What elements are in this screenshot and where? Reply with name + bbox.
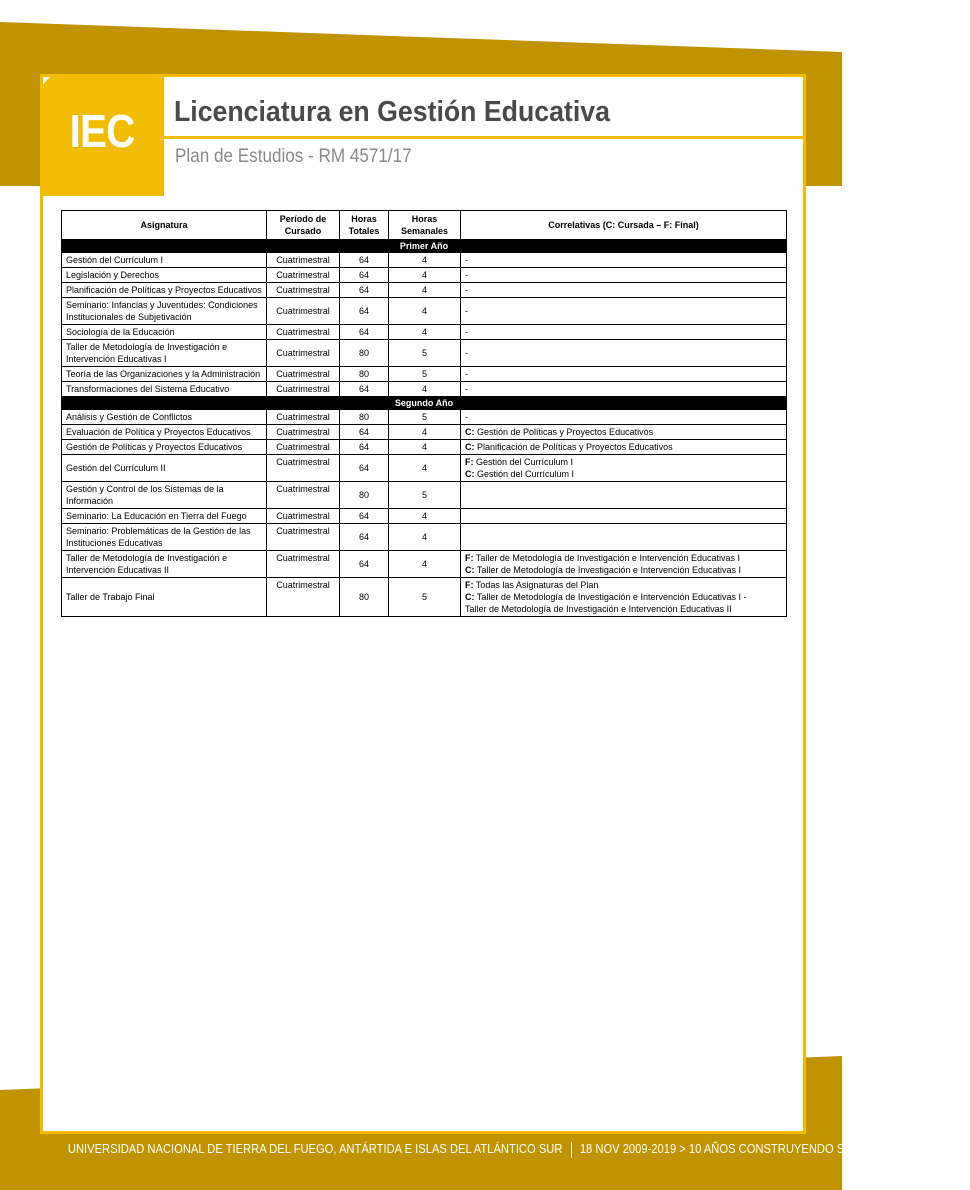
cell-asignatura: Legislación y Derechos [62, 268, 267, 283]
cell-horas-semanales: 4 [389, 253, 461, 268]
correlativa-line [465, 326, 782, 338]
correlativa-text: - [465, 348, 468, 358]
footer-anniversary: 18 NOV 2009-2019 > 10 AÑOS CONSTRUYENDO SOBERANÍA [579, 1141, 903, 1156]
cell-correlativas [461, 482, 787, 509]
correlativa-text: - [465, 285, 468, 295]
cell-horas-semanales: 4 [389, 440, 461, 455]
correlativa-text: Taller de Metodología de Investigación e Intervención Educativas II [465, 604, 732, 614]
correlativa-text: - [465, 412, 468, 422]
cell-horas-semanales: 5 [389, 340, 461, 367]
correlativa-line [465, 579, 782, 591]
cell-correlativas [461, 367, 787, 382]
cell-asignatura: Transformaciones del Sistema Educativo [62, 382, 267, 397]
cell-correlativas [461, 298, 787, 325]
page-title: Licenciatura en Gestión Educativa [174, 96, 610, 128]
table-row [62, 283, 787, 298]
correlativa-type: F: [465, 553, 474, 563]
cell-horas-semanales: 5 [389, 410, 461, 425]
correlativa-text: - [465, 369, 468, 379]
header-horas-semanales: Horas Semanales [389, 211, 461, 240]
cell-correlativas [461, 578, 787, 617]
correlativa-text: Gestión del Currículum I [474, 469, 575, 479]
cell-correlativas [461, 410, 787, 425]
cell-periodo: Cuatrimestral [267, 425, 340, 440]
cell-horas-semanales: 4 [389, 298, 461, 325]
study-plan-table [61, 210, 787, 617]
table-row [62, 509, 787, 524]
correlativa-line [465, 284, 782, 296]
correlativa-text: - [465, 327, 468, 337]
cell-asignatura: Análisis y Gestión de Conflictos [62, 410, 267, 425]
cell-horas-totales: 80 [340, 367, 389, 382]
page-subtitle: Plan de Estudios - RM 4571/17 [175, 146, 412, 167]
cell-horas-semanales: 4 [389, 283, 461, 298]
table-row [62, 551, 787, 578]
correlativa-line [465, 254, 782, 266]
correlativa-text: Planificación de Políticas y Proyectos Educativos [474, 442, 673, 452]
cell-asignatura: Gestión del Currículum II [62, 455, 267, 482]
correlativa-line [465, 411, 782, 423]
correlativa-type: C: [465, 592, 475, 602]
correlativa-line [465, 552, 782, 564]
correlativa-text: Gestión de Políticas y Proyectos Educativos [474, 427, 654, 437]
cell-horas-totales: 80 [340, 410, 389, 425]
table-row [62, 367, 787, 382]
table-row [62, 382, 787, 397]
cell-horas-totales: 64 [340, 325, 389, 340]
correlativa-type: C: [465, 469, 475, 479]
cell-asignatura: Planificación de Políticas y Proyectos Educativos [62, 283, 267, 298]
correlativa-line [465, 441, 782, 453]
cell-correlativas [461, 268, 787, 283]
cell-correlativas [461, 509, 787, 524]
cell-asignatura: Gestión y Control de los Sistemas de la Información [62, 482, 267, 509]
table-row [62, 410, 787, 425]
table-row [62, 578, 787, 617]
cell-horas-semanales: 4 [389, 382, 461, 397]
cell-horas-semanales: 5 [389, 482, 461, 509]
table-row [62, 298, 787, 325]
cell-periodo: Cuatrimestral [267, 367, 340, 382]
table-row [62, 425, 787, 440]
correlativa-type: C: [465, 427, 475, 437]
cell-horas-totales: 64 [340, 509, 389, 524]
cell-horas-totales: 64 [340, 298, 389, 325]
header-horas-totales: Horas Totales [340, 211, 389, 240]
cell-asignatura: Taller de Metodología de Investigación e Intervención Educativas I [62, 340, 267, 367]
correlativa-text: - [465, 306, 468, 316]
cell-asignatura: Gestión del Currículum I [62, 253, 267, 268]
correlativa-text: Gestión del Currículum I [473, 457, 574, 467]
header-correlativas: Correlativas (C: Cursada – F: Final) [461, 211, 787, 240]
cell-correlativas [461, 283, 787, 298]
correlativa-line [465, 564, 782, 576]
correlativa-text: Taller de Metodología de Investigación e Intervención Educativas I [474, 565, 741, 575]
cell-periodo: Cuatrimestral [267, 283, 340, 298]
cell-horas-totales: 64 [340, 283, 389, 298]
cell-periodo: Cuatrimestral [267, 482, 340, 509]
cell-horas-totales: 64 [340, 455, 389, 482]
cell-horas-totales: 64 [340, 440, 389, 455]
cell-correlativas [461, 455, 787, 482]
cell-horas-semanales: 5 [389, 578, 461, 617]
table-row [62, 340, 787, 367]
cell-horas-totales: 64 [340, 524, 389, 551]
cell-periodo: Cuatrimestral [267, 325, 340, 340]
correlativa-line [465, 269, 782, 281]
footer-university: UNIVERSIDAD NACIONAL DE TIERRA DEL FUEGO, ANTÁRTIDA E ISLAS DEL ATLÁNTICO SUR [67, 1141, 563, 1156]
cell-horas-totales: 80 [340, 578, 389, 617]
cell-horas-semanales: 4 [389, 325, 461, 340]
cell-horas-totales: 64 [340, 253, 389, 268]
year-label: Segundo Año [62, 397, 787, 410]
cell-asignatura: Seminario: Problemáticas de la Gestión de las Instituciones Educativas [62, 524, 267, 551]
correlativa-line [465, 603, 782, 615]
table-row [62, 325, 787, 340]
correlativa-text: Todas las Asignaturas del Plan [473, 580, 599, 590]
cell-periodo: Cuatrimestral [267, 578, 340, 617]
correlativa-line [465, 383, 782, 395]
cell-periodo: Cuatrimestral [267, 551, 340, 578]
table-row [62, 455, 787, 482]
correlativa-line [465, 305, 782, 317]
correlativa-text: Taller de Metodología de Investigación e Intervención Educativas I [473, 553, 740, 563]
table-body [62, 240, 787, 617]
cell-horas-semanales: 4 [389, 509, 461, 524]
cell-correlativas [461, 340, 787, 367]
cell-correlativas [461, 382, 787, 397]
table-row [62, 268, 787, 283]
correlativa-text: Taller de Metodología de Investigación e Intervención Educativas I - [474, 592, 747, 602]
cell-horas-totales: 64 [340, 551, 389, 578]
cell-horas-semanales: 4 [389, 551, 461, 578]
correlativa-line [465, 347, 782, 359]
cell-periodo: Cuatrimestral [267, 509, 340, 524]
cell-horas-semanales: 4 [389, 425, 461, 440]
cell-asignatura: Gestión de Políticas y Proyectos Educativos [62, 440, 267, 455]
year-label: Primer Año [62, 240, 787, 253]
cell-asignatura: Taller de Metodología de Investigación e Intervención Educativas II [62, 551, 267, 578]
correlativa-type: C: [465, 565, 475, 575]
cell-correlativas [461, 253, 787, 268]
cell-correlativas [461, 440, 787, 455]
correlativa-text: - [465, 270, 468, 280]
cell-horas-semanales: 4 [389, 524, 461, 551]
table-row [62, 440, 787, 455]
correlativa-line [465, 456, 782, 468]
year-header-row [62, 240, 787, 253]
table-header-row [62, 211, 787, 240]
cell-periodo: Cuatrimestral [267, 410, 340, 425]
cell-horas-totales: 80 [340, 482, 389, 509]
footer-divider [571, 1142, 572, 1158]
cell-periodo: Cuatrimestral [267, 382, 340, 397]
correlativa-line [465, 591, 782, 603]
cell-asignatura: Teoría de las Organizaciones y la Administración [62, 367, 267, 382]
table-row [62, 253, 787, 268]
cell-correlativas [461, 524, 787, 551]
correlativa-text: - [465, 384, 468, 394]
cell-periodo: Cuatrimestral [267, 524, 340, 551]
correlativa-type: F: [465, 580, 474, 590]
table-row [62, 482, 787, 509]
cell-periodo: Cuatrimestral [267, 298, 340, 325]
correlativa-type: C: [465, 442, 475, 452]
correlativa-line [465, 368, 782, 380]
cell-horas-totales: 80 [340, 340, 389, 367]
cell-periodo: Cuatrimestral [267, 340, 340, 367]
correlativa-type: F: [465, 457, 474, 467]
cell-asignatura: Taller de Trabajo Final [62, 578, 267, 617]
year-header-row [62, 397, 787, 410]
header-periodo: Período de Cursado [267, 211, 340, 240]
footer [0, 1141, 903, 1158]
correlativa-line [465, 426, 782, 438]
correlativa-line [465, 468, 782, 480]
cell-periodo: Cuatrimestral [267, 440, 340, 455]
cell-horas-totales: 64 [340, 268, 389, 283]
title-underline [164, 136, 806, 139]
header-asignatura: Asignatura [62, 211, 267, 240]
cell-correlativas [461, 325, 787, 340]
cell-correlativas [461, 425, 787, 440]
cell-horas-totales: 64 [340, 382, 389, 397]
cell-asignatura: Evaluación de Política y Proyectos Educativos [62, 425, 267, 440]
cell-horas-semanales: 4 [389, 455, 461, 482]
cell-asignatura: Sociología de la Educación [62, 325, 267, 340]
study-plan-table-wrapper [61, 210, 786, 617]
cell-correlativas [461, 551, 787, 578]
cell-periodo: Cuatrimestral [267, 268, 340, 283]
table-row [62, 524, 787, 551]
cell-asignatura: Seminario: La Educación en Tierra del Fuego [62, 509, 267, 524]
cell-periodo: Cuatrimestral [267, 455, 340, 482]
cell-horas-semanales: 5 [389, 367, 461, 382]
logo: IEC [69, 105, 135, 157]
cell-horas-semanales: 4 [389, 268, 461, 283]
cell-periodo: Cuatrimestral [267, 253, 340, 268]
cell-horas-totales: 64 [340, 425, 389, 440]
cell-asignatura: Seminario: Infancias y Juventudes: Condiciones Institucionales de Subjetivación [62, 298, 267, 325]
correlativa-text: - [465, 255, 468, 265]
